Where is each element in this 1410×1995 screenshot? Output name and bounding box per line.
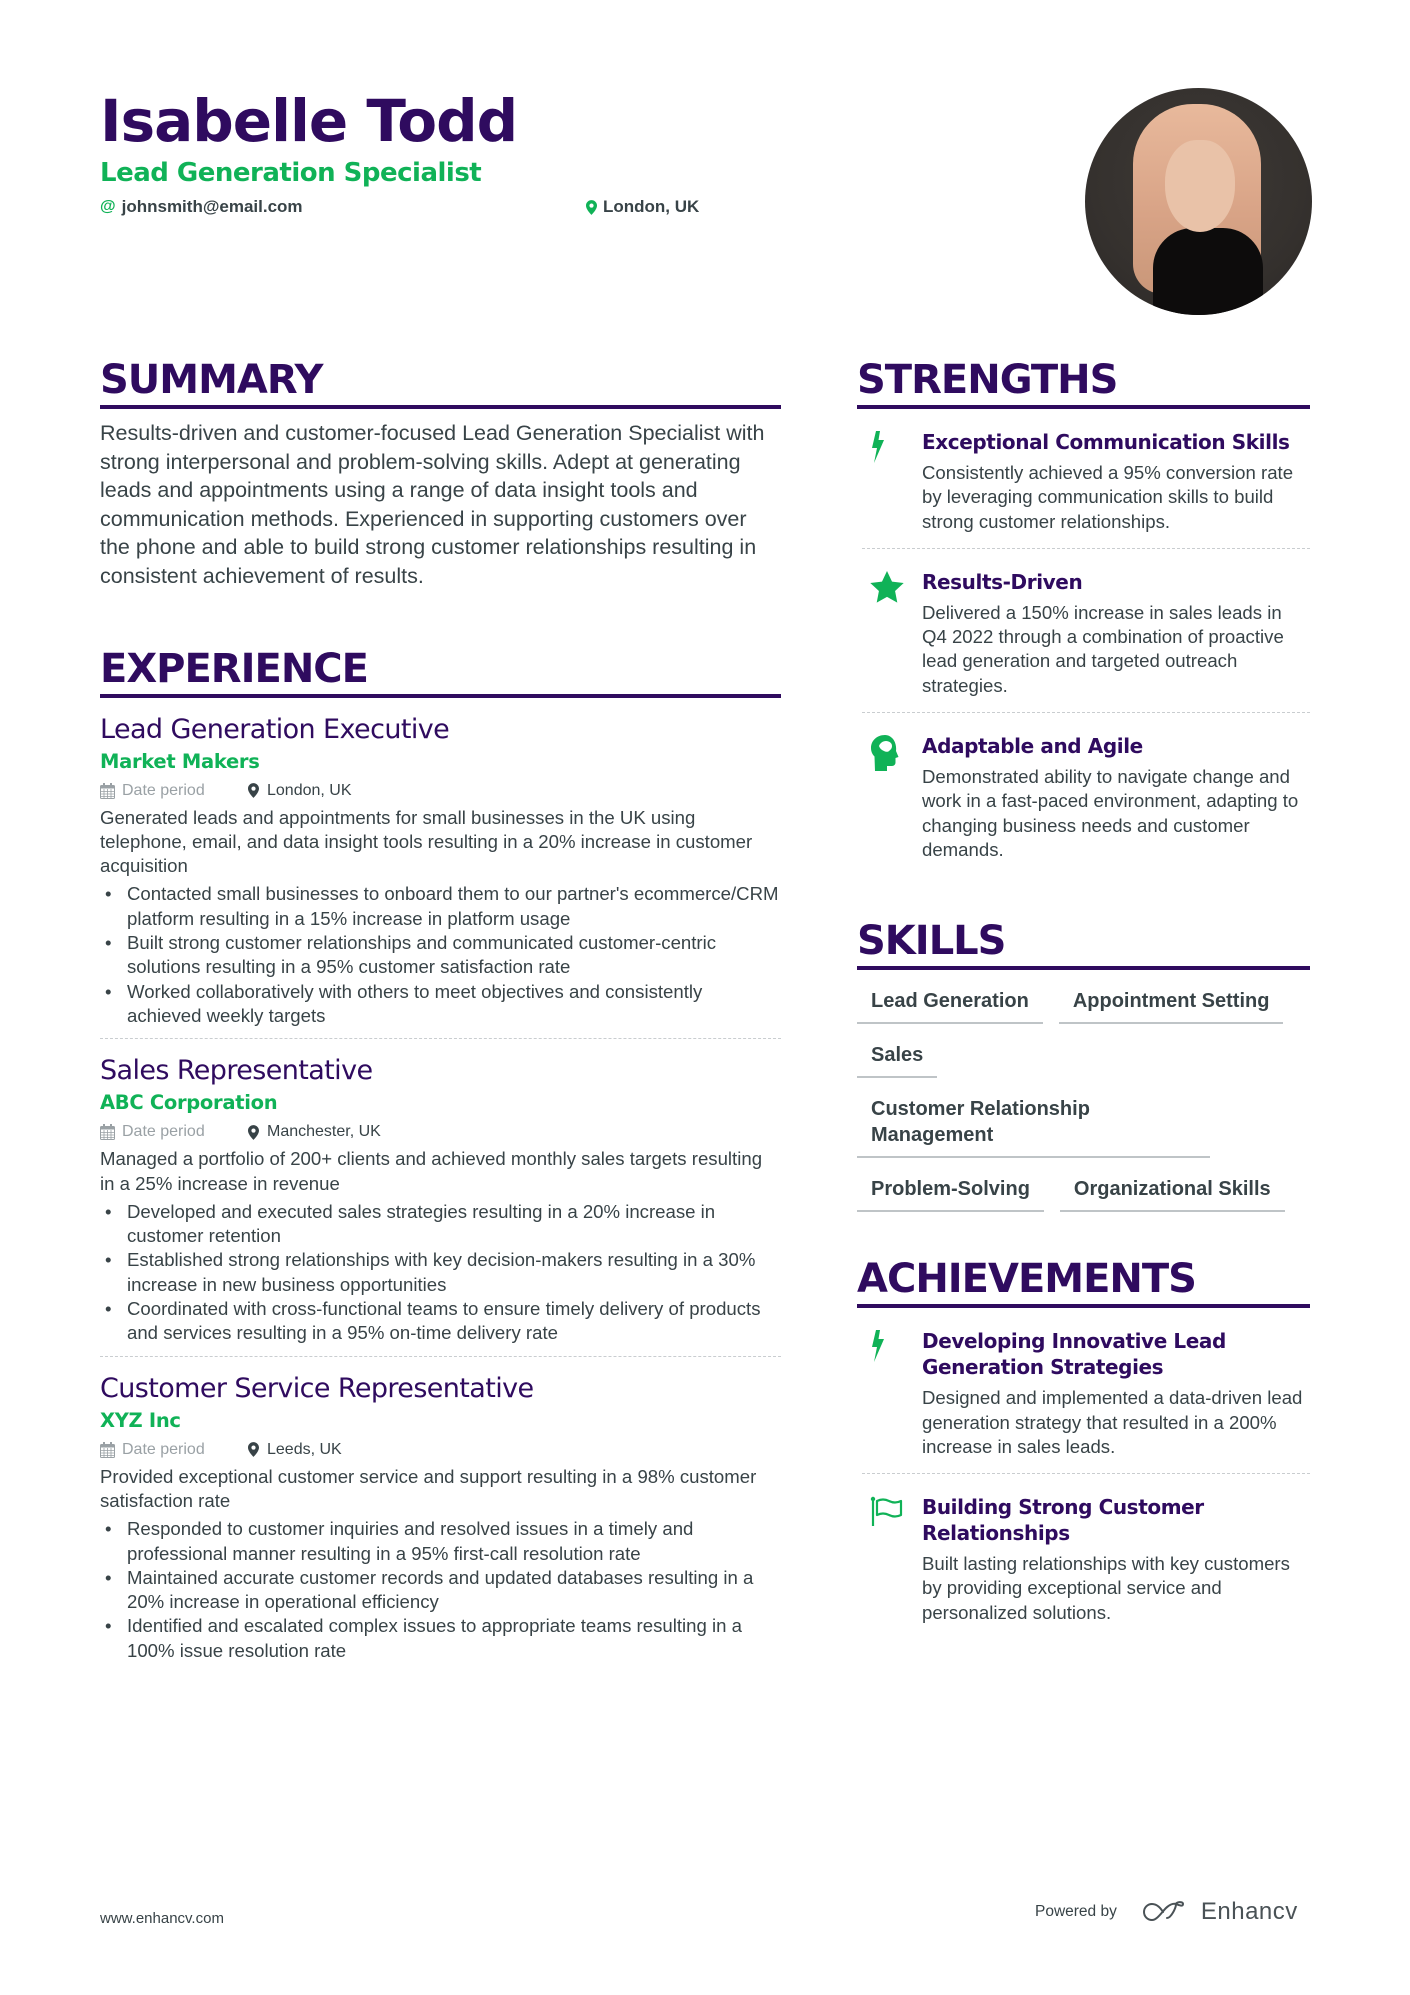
job-entry	[100, 698, 781, 1040]
skill-tag: Appointment Setting	[1059, 984, 1284, 1024]
strength-description: Consistently achieved a 95% conversion rate by leveraging communication skills to build strong customer relationships.	[922, 462, 1294, 532]
skills-list	[857, 984, 1310, 1212]
contact-row	[100, 197, 1060, 217]
skills-heading: SKILLS	[857, 916, 1310, 970]
location-text: London, UK	[603, 197, 700, 216]
photo-face	[1165, 140, 1235, 232]
achievement-item	[862, 1308, 1310, 1474]
job-bullet: • Maintained accurate customer records and updated databases resulting in a 20% increase in operational efficiency	[100, 1566, 781, 1615]
strength-item	[862, 713, 1310, 876]
job-bullet: • Identified and escalated complex issues to appropriate teams resulting in a 100% issue resolution rate	[100, 1614, 781, 1663]
skill-tag: Sales	[857, 1038, 937, 1078]
company-name: Market Makers	[100, 749, 260, 773]
strength-description: Demonstrated ability to navigate change and work in a fast-paced environment, adapting to changing business needs and customer demands.	[922, 766, 1299, 860]
powered-by-text: Powered by	[1035, 1903, 1117, 1920]
strengths-heading: STRENGTHS	[857, 355, 1310, 409]
job-meta	[100, 1437, 781, 1463]
job-location: Leeds, UK	[248, 1437, 342, 1463]
job-location: London, UK	[248, 778, 352, 804]
job-bullet: • Built strong customer relationships and communicated customer-centric solutions resulting in a 95% customer satisfaction rate	[100, 931, 781, 980]
brain-head-icon	[862, 733, 922, 862]
skill-tag: Problem-Solving	[857, 1172, 1044, 1212]
job-date: Date period	[100, 1437, 248, 1463]
calendar-icon	[100, 783, 115, 799]
job-description: Generated leads and appointments for small businesses in the UK using telephone, email, and data insight tools resulting in a 20% increase in customer acquisition	[100, 806, 753, 877]
flag-icon	[862, 1494, 922, 1625]
calendar-icon	[100, 1442, 115, 1458]
job-date: Date period	[100, 1119, 248, 1145]
skill-tag: Lead Generation	[857, 984, 1043, 1024]
brand-name: Enhancv	[1200, 1898, 1298, 1925]
job-meta	[100, 1119, 781, 1145]
footer-branding	[1035, 1898, 1298, 1926]
job-entry	[100, 1357, 781, 1673]
job-bullets	[100, 882, 781, 1028]
job-bullet: • Responded to customer inquiries and resolved issues in a timely and professional manner resulting in a 95% first-call resolution rate	[100, 1517, 781, 1566]
job-location: Manchester, UK	[248, 1119, 381, 1145]
company-name: XYZ Inc	[100, 1408, 181, 1432]
skill-tag: Organizational Skills	[1060, 1172, 1285, 1212]
strength-item	[862, 549, 1310, 713]
strengths-section	[857, 355, 1310, 876]
left-column	[100, 355, 781, 1673]
summary-text: Results-driven and customer-focused Lead Generation Specialist with strong interpersonal and problem-solving skills. Adept at generating leads and appointments using a range of data insight tools and communication methods. Experienced in supporting customers over the phone and able to build strong customer relationships resulting in consistent achievement of results.	[100, 421, 765, 588]
job-bullet: • Coordinated with cross-functional teams to ensure timely delivery of products and services resulting in a 95% on-time delivery rate	[100, 1297, 781, 1346]
resume-header	[100, 85, 1060, 217]
job-bullets	[100, 1200, 781, 1346]
company-name: ABC Corporation	[100, 1091, 278, 1115]
achievement-item	[862, 1474, 1310, 1639]
achievements-section	[857, 1254, 1310, 1639]
map-pin-icon	[248, 783, 259, 798]
job-entry	[100, 1039, 781, 1356]
job-bullet: • Worked collaboratively with others to meet objectives and consistently achieved weekly targets	[100, 980, 781, 1029]
footer-website[interactable]: www.enhancv.com	[100, 1910, 224, 1927]
candidate-name: Isabelle Todd	[100, 87, 518, 155]
photo-turtleneck	[1153, 228, 1263, 315]
job-date: Date period	[100, 778, 248, 804]
map-pin-icon	[248, 1125, 259, 1140]
map-pin-icon	[586, 200, 597, 215]
map-pin-icon	[248, 1442, 259, 1457]
skill-tag: Customer Relationship Management	[857, 1092, 1210, 1158]
job-title: Customer Service Representative	[100, 1372, 534, 1404]
strength-description: Delivered a 150% increase in sales leads in Q4 2022 through a combination of proactive lead generation and targeted outreach strategies.	[922, 601, 1284, 696]
enhancv-brand[interactable]	[1143, 1898, 1298, 1926]
achievement-description: Built lasting relationships with key customers by providing exceptional service and personalized solutions.	[922, 1553, 1290, 1623]
strength-title: Exceptional Communication Skills	[922, 430, 1290, 454]
job-meta	[100, 778, 781, 804]
star-icon	[862, 569, 922, 698]
experience-section	[100, 644, 781, 1673]
skills-section	[857, 916, 1310, 1212]
job-bullet: • Established strong relationships with key decision-makers resulting in a 30% increase in new business opportunities	[100, 1248, 781, 1297]
achievements-heading: ACHIEVEMENTS	[857, 1254, 1310, 1308]
job-title: Lead Generation Executive	[100, 713, 450, 745]
achievement-description: Designed and implemented a data-driven lead generation strategy that resulted in a 200% increase in sales leads.	[922, 1387, 1303, 1457]
achievement-title: Building Strong Customer Relationships	[922, 1495, 1204, 1546]
lightning-bolt-icon	[862, 429, 922, 534]
job-title: Sales Representative	[100, 1055, 373, 1087]
contact-email[interactable]	[100, 197, 586, 217]
lightning-bolt-icon	[862, 1328, 922, 1459]
achievement-title: Developing Innovative Lead Generation Strategies	[922, 1329, 1226, 1380]
right-column	[857, 355, 1310, 1639]
job-bullets	[100, 1517, 781, 1663]
job-description: Managed a portfolio of 200+ clients and achieved monthly sales targets resulting in a 25% increase in revenue	[100, 1148, 763, 1194]
calendar-icon	[100, 1124, 115, 1140]
summary-section	[100, 355, 781, 591]
email-text: johnsmith@email.com	[121, 197, 303, 216]
profile-photo	[1085, 88, 1312, 315]
contact-location	[586, 197, 699, 217]
job-bullet: • Developed and executed sales strategies resulting in a 20% increase in customer retention	[100, 1200, 781, 1249]
job-bullet: • Contacted small businesses to onboard them to our partner's ecommerce/CRM platform resulting in a 15% increase in platform usage	[100, 882, 781, 931]
enhancv-logo-icon	[1143, 1900, 1191, 1924]
experience-heading: EXPERIENCE	[100, 644, 781, 698]
at-icon: @	[100, 198, 116, 215]
strength-title: Results-Driven	[922, 569, 1083, 594]
job-description: Provided exceptional customer service and support resulting in a 98% customer satisfaction rate	[100, 1465, 757, 1511]
summary-heading: SUMMARY	[100, 355, 781, 409]
strength-item	[862, 409, 1310, 549]
strength-title: Adaptable and Agile	[922, 734, 1143, 759]
candidate-title: Lead Generation Specialist	[100, 158, 482, 188]
